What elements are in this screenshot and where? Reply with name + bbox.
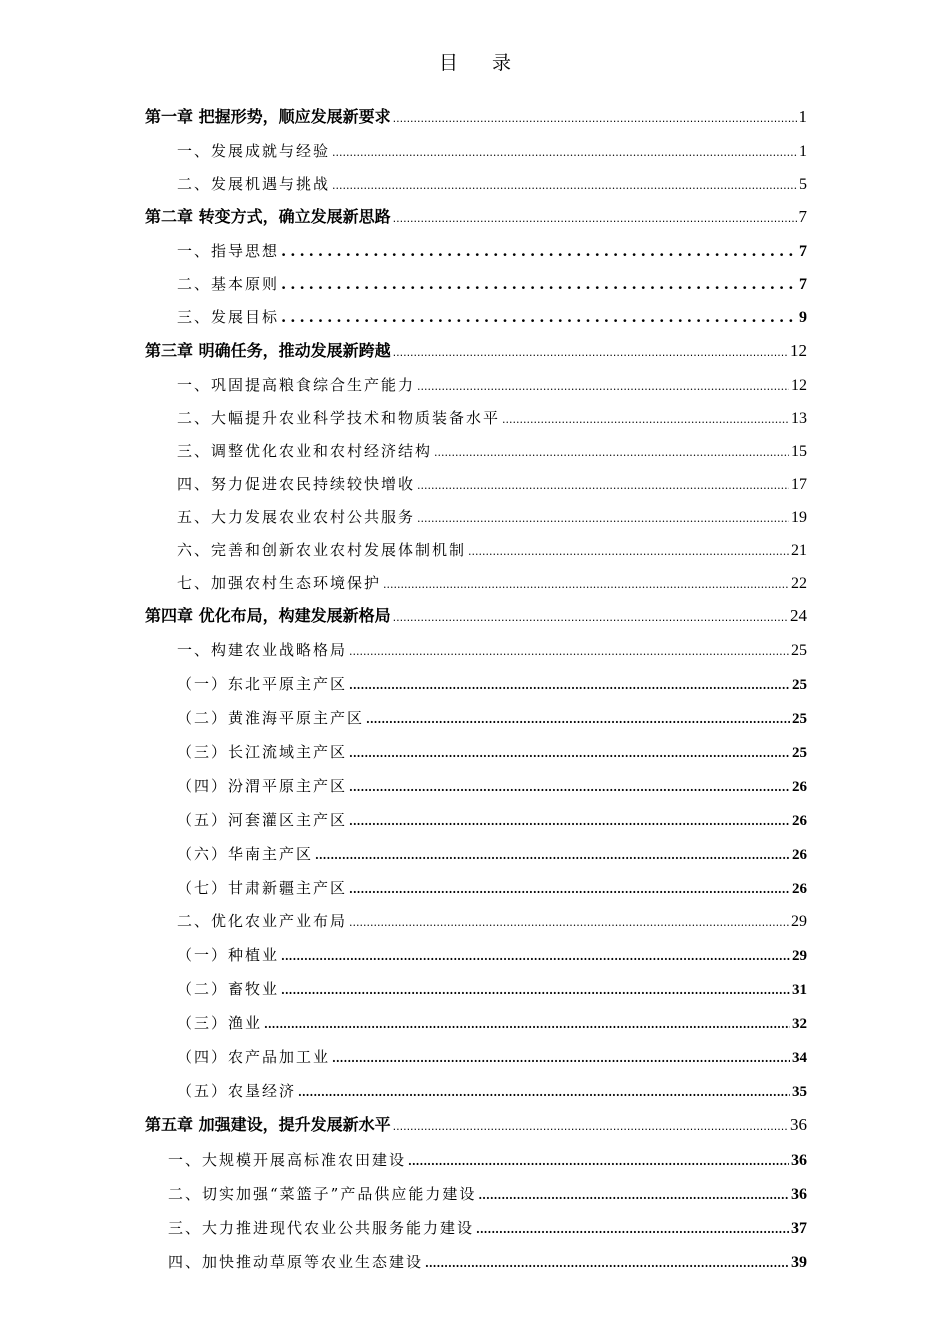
dot-leader: [315, 844, 790, 868]
toc-entry-label: （三）长江流域主产区: [177, 743, 348, 761]
toc-entry-label: （一）东北平原主产区: [177, 675, 348, 693]
toc-entry-subsection[interactable]: [177, 808, 807, 832]
toc-entry-page: 17: [791, 476, 807, 493]
toc-entry-label: （四）汾渭平原主产区: [177, 777, 348, 795]
dot-leader: [349, 742, 790, 766]
toc-entry-section[interactable]: [177, 139, 807, 163]
toc-entry-chapter-4[interactable]: [145, 604, 807, 628]
toc-entry-subsection[interactable]: [177, 706, 807, 730]
toc-entry-label: 三、大力推进现代农业公共服务能力建设: [168, 1219, 475, 1237]
toc-entry-label: 一、构建农业战略格局: [177, 641, 348, 659]
toc-entry-label: （二）畜牧业: [177, 980, 280, 998]
toc-entry-section[interactable]: [177, 239, 807, 263]
dot-leader: [417, 474, 789, 498]
toc-entry-page: 5: [799, 176, 807, 193]
toc-entry-page: 36: [790, 1115, 807, 1134]
toc-entry-subsection[interactable]: [177, 1045, 807, 1069]
toc-entry-label: 七、加强农村生态环境保护: [177, 574, 382, 592]
dot-leader: [408, 1150, 789, 1174]
toc-entry-subsection[interactable]: [177, 740, 807, 764]
toc-entry-page: 19: [791, 509, 807, 526]
dot-leader: [281, 305, 797, 329]
dot-leader: [417, 507, 789, 531]
toc-entry-page: 34: [792, 1050, 807, 1066]
toc-entry-page: 25: [792, 677, 807, 693]
toc-entry-section[interactable]: [177, 406, 807, 430]
toc-entry-label: 二、优化农业产业布局: [177, 912, 348, 930]
dot-leader: [281, 239, 797, 263]
toc-entry-subsection[interactable]: [177, 1011, 807, 1035]
toc-entry-section[interactable]: [177, 638, 807, 662]
dot-leader: [349, 776, 790, 800]
toc-entry-label: 第三章 明确任务，推动发展新跨越: [145, 341, 391, 360]
dot-leader: [281, 945, 790, 969]
toc-entry-subsection[interactable]: [177, 672, 807, 696]
toc-entry-page: 26: [792, 813, 807, 829]
toc-entry-chapter-2[interactable]: [145, 205, 807, 229]
toc-entry-label: 一、大规模开展高标准农田建设: [168, 1151, 407, 1169]
dot-leader: [264, 1013, 790, 1037]
toc-entry-section[interactable]: [177, 472, 807, 496]
toc-entry-subsection[interactable]: [177, 774, 807, 798]
toc-entry-section[interactable]: [168, 1216, 807, 1240]
toc-entry-section[interactable]: [168, 1250, 807, 1274]
toc-entry-chapter-3[interactable]: [145, 339, 807, 363]
toc-entry-page: 9: [799, 309, 807, 326]
dot-leader: [281, 979, 790, 1003]
toc-entry-page: 15: [791, 443, 807, 460]
toc-entry-label: （五）河套灌区主产区: [177, 811, 348, 829]
dot-leader: [468, 540, 789, 564]
toc-entry-subsection[interactable]: [177, 1079, 807, 1103]
toc-entry-label: 三、发展目标: [177, 308, 280, 326]
toc-entry-label: （五）农垦经济: [177, 1082, 297, 1100]
toc-entry-section[interactable]: [177, 272, 807, 296]
toc-entry-label: 一、发展成就与经验: [177, 142, 331, 160]
toc-entry-label: 三、调整优化农业和农村经济结构: [177, 442, 433, 460]
toc-entry-page: 7: [799, 243, 807, 260]
toc-entry-section[interactable]: [177, 505, 807, 529]
toc-entry-subsection[interactable]: [177, 842, 807, 866]
toc-entry-page: 25: [792, 711, 807, 727]
toc-entry-section[interactable]: [177, 571, 807, 595]
dot-leader: [349, 674, 790, 698]
toc-entry-page: 21: [791, 542, 807, 559]
dot-leader: [393, 207, 797, 231]
toc-entry-section[interactable]: [168, 1148, 807, 1172]
toc-entry-page: 32: [792, 1016, 807, 1032]
dot-leader: [332, 141, 797, 165]
toc-entry-page: 25: [791, 642, 807, 659]
toc-entry-page: 35: [792, 1084, 807, 1100]
toc-entry-page: 1: [799, 143, 807, 160]
toc-entry-subsection[interactable]: [177, 876, 807, 900]
toc-entry-page: 25: [792, 745, 807, 761]
dot-leader: [332, 1047, 790, 1071]
toc-entry-page: 39: [791, 1254, 807, 1271]
toc-entry-label: 四、努力促进农民持续较快增收: [177, 475, 416, 493]
dot-leader: [434, 441, 789, 465]
dot-leader: [393, 1115, 788, 1139]
dot-leader: [281, 272, 797, 296]
toc-entry-page: 36: [791, 1186, 807, 1203]
toc-entry-page: 29: [791, 913, 807, 930]
toc-title: 目 录: [438, 52, 526, 74]
toc-entry-label: （二）黄淮海平原主产区: [177, 709, 365, 727]
dot-leader: [383, 573, 789, 597]
toc-entry-subsection[interactable]: [177, 943, 807, 967]
toc-entry-chapter-5[interactable]: [145, 1113, 807, 1137]
toc-entry-label: 六、完善和创新农业农村发展体制机制: [177, 541, 467, 559]
dot-leader: [332, 174, 797, 198]
dot-leader: [393, 107, 797, 131]
toc-entry-label: （一）种植业: [177, 946, 280, 964]
dot-leader: [417, 375, 789, 399]
toc-entry-page: 36: [791, 1152, 807, 1169]
toc-entry-label: （三）渔业: [177, 1014, 263, 1032]
toc-entry-label: 二、切实加强“菜篮子”产品供应能力建设: [168, 1185, 477, 1203]
toc-entry-page: 1: [798, 107, 807, 126]
dot-leader: [476, 1218, 789, 1242]
dot-leader: [502, 408, 789, 432]
toc-entry-page: 26: [792, 847, 807, 863]
dot-leader: [349, 911, 789, 935]
toc-entry-subsection[interactable]: [177, 977, 807, 1001]
toc-entry-page: 37: [791, 1220, 807, 1237]
toc-entry-page: 13: [791, 410, 807, 427]
toc-entry-label: 一、巩固提高粮食综合生产能力: [177, 376, 416, 394]
dot-leader: [349, 878, 790, 902]
toc-entry-section[interactable]: [177, 373, 807, 397]
toc-entry-page: 31: [792, 982, 807, 998]
toc-entry-page: 22: [791, 575, 807, 592]
toc-entry-page: 26: [792, 881, 807, 897]
dot-leader: [478, 1184, 789, 1208]
toc-entry-label: 二、发展机遇与挑战: [177, 175, 331, 193]
toc-entry-section[interactable]: [177, 909, 807, 933]
toc-entry-page: 7: [799, 276, 807, 293]
toc-entry-label: 第一章 把握形势，顺应发展新要求: [145, 107, 391, 126]
toc-entry-section[interactable]: [177, 172, 807, 196]
toc-entry-label: 二、大幅提升农业科学技术和物质装备水平: [177, 409, 501, 427]
toc-entry-chapter-1[interactable]: [145, 105, 807, 129]
toc-entry-page: 12: [791, 377, 807, 394]
toc-entry-section[interactable]: [177, 538, 807, 562]
toc-entry-label: （六）华南主产区: [177, 845, 314, 863]
toc-entry-section[interactable]: [168, 1182, 807, 1206]
toc-entry-page: 29: [792, 948, 807, 964]
toc-entry-label: 一、指导思想: [177, 242, 280, 260]
dot-leader: [349, 640, 789, 664]
dot-leader: [425, 1252, 789, 1276]
toc-entry-page: 7: [798, 207, 807, 226]
toc-entry-label: 二、基本原则: [177, 275, 280, 293]
toc-entry-label: 第四章 优化布局，构建发展新格局: [145, 606, 391, 625]
toc-entry-label: 五、大力发展农业农村公共服务: [177, 508, 416, 526]
toc-entry-label: 第五章 加强建设，提升发展新水平: [145, 1115, 391, 1134]
toc-entry-page: 12: [790, 341, 807, 360]
toc-entry-page: 26: [792, 779, 807, 795]
toc-entry-label: 第二章 转变方式，确立发展新思路: [145, 207, 391, 226]
dot-leader: [393, 341, 788, 365]
dot-leader: [349, 810, 790, 834]
toc-entry-label: 四、加快推动草原等农业生态建设: [168, 1253, 424, 1271]
toc-entry-label: （四）农产品加工业: [177, 1048, 331, 1066]
toc-entry-label: （七）甘肃新疆主产区: [177, 879, 348, 897]
toc-entry-section[interactable]: [177, 439, 807, 463]
dot-leader: [298, 1081, 790, 1105]
toc-entry-page: 24: [790, 606, 807, 625]
dot-leader: [393, 606, 788, 630]
toc-entry-section[interactable]: [177, 305, 807, 329]
dot-leader: [366, 708, 790, 732]
